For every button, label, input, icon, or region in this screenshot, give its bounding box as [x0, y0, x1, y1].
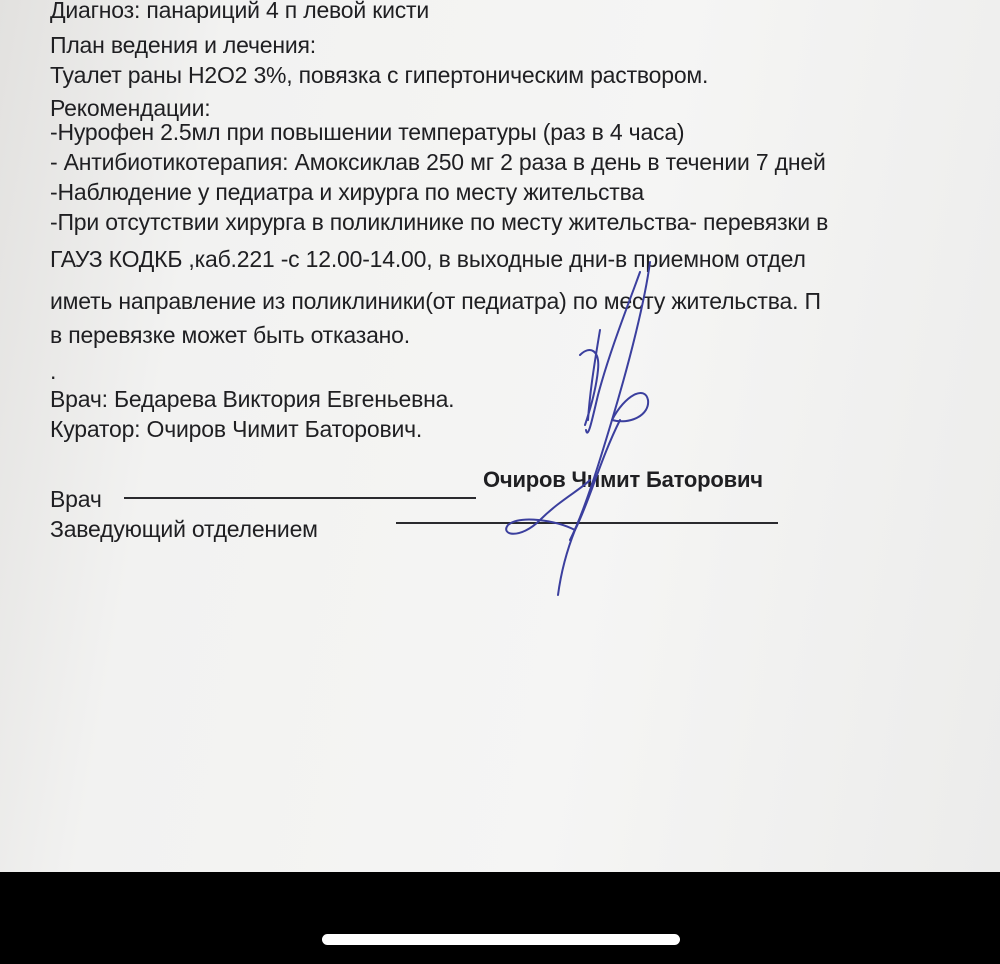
sign-head-label: Заведующий отделением — [50, 516, 318, 542]
recommendation-item: -Нурофен 2.5мл при повышении температуры (раз в 4 часа) — [50, 119, 685, 145]
plan-heading: План ведения и лечения: — [50, 32, 316, 58]
recommendation-item: -При отсутствии хирурга в поликлинике по месту жительства- перевязки в — [50, 209, 829, 235]
curator-line: Куратор: Очиров Чимит Баторович. — [50, 416, 423, 442]
diagnosis-line: Диагноз: панариций 4 п левой кисти — [50, 0, 430, 23]
sign-doctor-label: Врач — [50, 486, 102, 512]
recommendation-item: ГАУЗ КОДКБ ,каб.221 -с 12.00-14.00, в выходные дни-в приемном отдел — [50, 246, 806, 272]
bottom-bar — [0, 872, 1000, 964]
dot-mark: . — [50, 358, 57, 384]
plan-text: Туалет раны Н2О2 3%, повязка с гипертоническим раствором. — [50, 62, 709, 88]
recommendation-item: иметь направление из поликлиники(от педиатра) по месту жительства. П — [50, 288, 821, 314]
recommendation-item: -Наблюдение у педиатра и хирурга по месту жительства — [50, 179, 644, 205]
recommendation-item: - Антибиотикотерапия: Амоксиклав 250 мг 2 раза в день в течении 7 дней — [50, 149, 826, 175]
recommendation-item: в перевязке может быть отказано. — [50, 322, 410, 348]
doctor-line: Врач: Бедарева Виктория Евгеньевна. — [50, 386, 455, 412]
recommendations-heading: Рекомендации: — [50, 95, 211, 121]
home-indicator[interactable] — [322, 934, 680, 945]
signer-name: Очиров Чимит Баторович — [483, 467, 763, 492]
